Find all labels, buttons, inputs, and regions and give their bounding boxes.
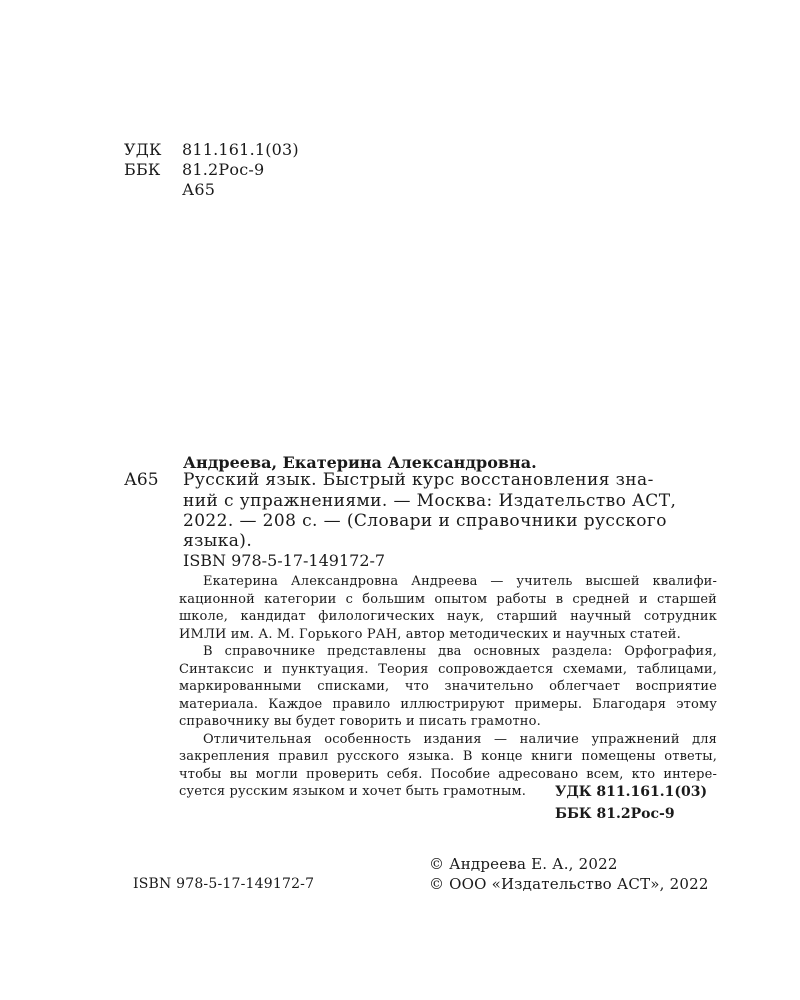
udk-value: 811.161.1(03): [182, 140, 299, 159]
entry-title-line-4: языка).: [183, 531, 253, 551]
copyright-publisher: © ООО «Издательство АСТ», 2022: [429, 875, 709, 893]
bottom-udk: УДК 811.161.1(03): [555, 784, 708, 800]
annotation-line: чтобы вы могли проверить себя. Пособие адресовано всем, кто интере-: [179, 766, 717, 782]
annotation-line: ИМЛИ им. А. М. Горького РАН, автор методических и научных статей.: [179, 626, 681, 642]
bbk-label: ББК: [124, 160, 161, 179]
bottom-codes: [555, 781, 707, 825]
bbk-value: 81.2Рос-9: [182, 160, 265, 179]
annotation-line: суется русским языком и хочет быть грамотным.: [179, 784, 526, 799]
entry-title-line-3: 2022. — 208 с. — (Словари и справочники русского: [183, 511, 667, 531]
entry-isbn: ISBN 978-5-17-149172-7: [183, 551, 386, 570]
isbn-bottom: ISBN 978-5-17-149172-7: [133, 876, 315, 892]
annotation-line: Отличительная особенность издания — наличие упражнений для: [203, 731, 717, 747]
annotation-line: маркированными списками, что значительно облегчает восприятие: [179, 679, 717, 694]
annotation-line: Екатерина Александровна Андреева — учитель высшей квалифи-: [203, 574, 717, 589]
author-mark: А65: [182, 180, 216, 199]
udk-label: УДК: [124, 140, 162, 159]
annotation-line: Синтаксис и пунктуация. Теория сопровождается схемами, таблицами,: [179, 661, 717, 677]
entry-title-line-2: ний с упражнениями. — Москва: Издательство АСТ,: [183, 491, 677, 511]
entry-author: Андреева, Екатерина Александровна.: [183, 453, 537, 472]
udk-row: [124, 140, 344, 160]
bottom-bbk: ББК 81.2Рос-9: [555, 806, 675, 822]
annotation: [179, 573, 717, 801]
bbk-row: [124, 160, 344, 180]
annotation-line: материала. Каждое правило иллюстрируют примеры. Благодаря этому: [179, 696, 717, 712]
copyright-author: © Андреева Е. А., 2022: [429, 855, 618, 873]
annotation-line: школе, кандидат филологических наук, старший научный сотрудник: [179, 609, 717, 624]
annotation-line: закрепления правил русского языка. В конце книги помещены ответы,: [179, 749, 717, 764]
annotation-line: справочнику вы будет говорить и писать грамотно.: [179, 714, 541, 729]
entry-author-mark: А65: [124, 470, 159, 490]
entry-title-line-1: Русский язык. Быстрый курс восстановления зна-: [183, 470, 654, 490]
author-mark-row: [124, 180, 344, 200]
annotation-line: В справочнике представлены два основных раздела: Орфография,: [203, 644, 717, 659]
annotation-line: кационной категории с большим опытом работы в средней и старшей: [179, 591, 717, 607]
top-codes-block: [124, 140, 344, 200]
